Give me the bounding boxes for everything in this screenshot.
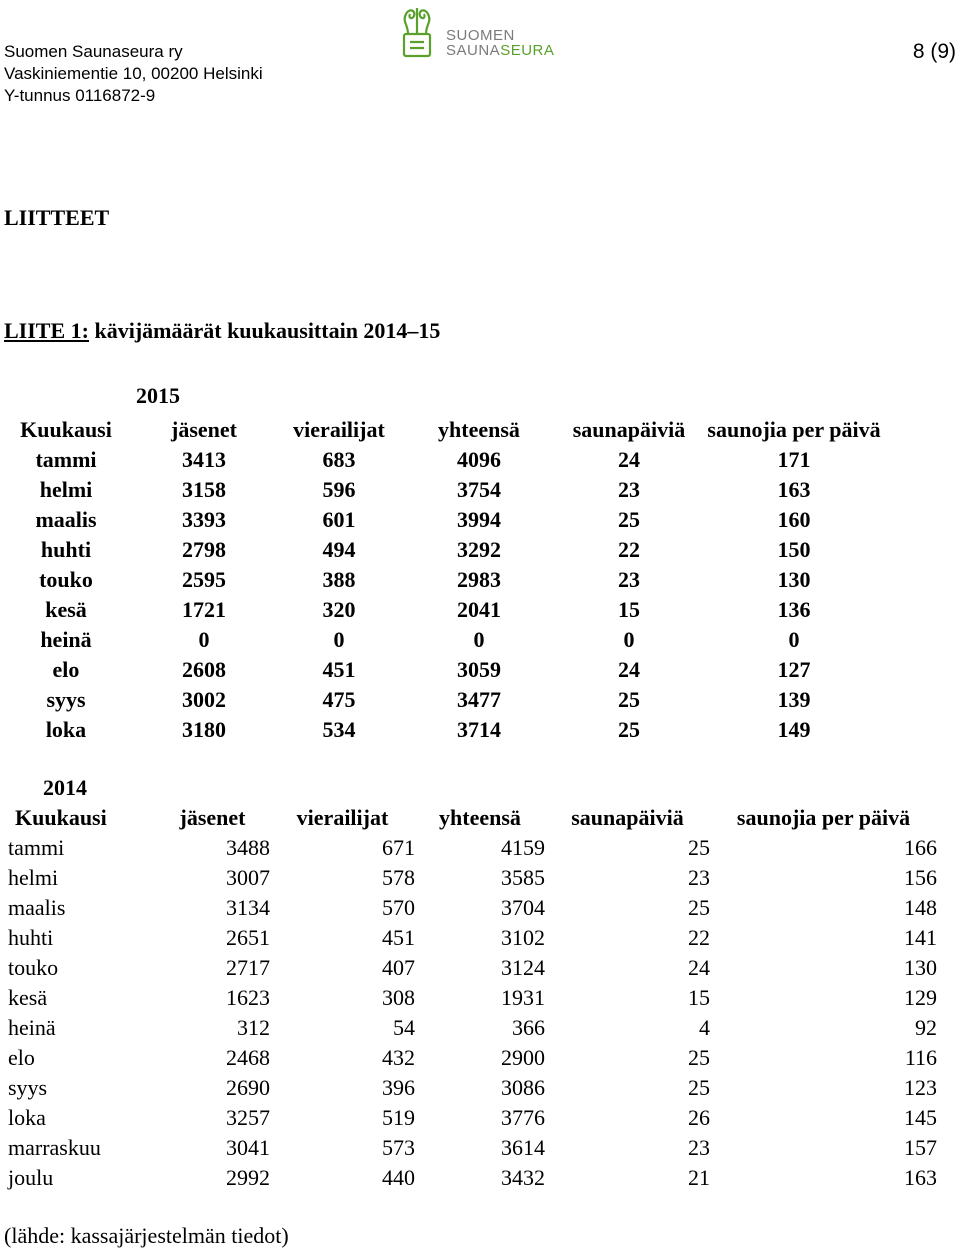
cell-month: helmi bbox=[8, 865, 59, 890]
col-kuukausi: Kuukausi bbox=[20, 417, 112, 442]
cell-month: maalis bbox=[35, 507, 97, 532]
year-2014-heading: 2014 bbox=[43, 775, 87, 800]
cell-total: 3994 bbox=[457, 507, 501, 532]
cell-month: elo bbox=[8, 1045, 35, 1070]
cell-total: 3585 bbox=[501, 865, 545, 890]
cell-month: marraskuu bbox=[8, 1135, 101, 1160]
table-row bbox=[8, 923, 937, 953]
cell-total: 3704 bbox=[501, 895, 545, 920]
cell-total: 2900 bbox=[501, 1045, 545, 1070]
cell-visitors: 54 bbox=[393, 1015, 415, 1040]
cell-members: 312 bbox=[237, 1015, 270, 1040]
cell-month: helmi bbox=[39, 477, 93, 502]
col-saunapaivia: saunapäiviä bbox=[572, 417, 686, 442]
cell-total: 3776 bbox=[501, 1105, 545, 1130]
cell-visitors: 601 bbox=[322, 507, 356, 532]
cell-per-day: 129 bbox=[904, 985, 937, 1010]
cell-members: 3393 bbox=[182, 507, 226, 532]
col-jasenet: jäsenet bbox=[179, 805, 246, 830]
visitors-table-2015 bbox=[8, 415, 894, 745]
cell-per-day: 163 bbox=[904, 1165, 937, 1190]
cell-per-day: 123 bbox=[904, 1075, 937, 1100]
cell-sauna-days: 21 bbox=[688, 1165, 710, 1190]
cell-visitors: 396 bbox=[382, 1075, 415, 1100]
cell-total: 3714 bbox=[457, 717, 501, 742]
cell-members: 3413 bbox=[182, 447, 226, 472]
table-row bbox=[8, 893, 937, 923]
cell-members: 2468 bbox=[226, 1045, 270, 1070]
cell-sauna-days: 22 bbox=[688, 925, 710, 950]
cell-month: heinä bbox=[40, 627, 92, 652]
cell-total: 2041 bbox=[457, 597, 501, 622]
cell-per-day: 139 bbox=[777, 687, 811, 712]
cell-sauna-days: 25 bbox=[618, 507, 640, 532]
cell-month: touko bbox=[8, 955, 59, 980]
cell-month: maalis bbox=[8, 895, 66, 920]
col-vierailijat: vierailijat bbox=[296, 805, 389, 830]
cell-month: joulu bbox=[8, 1165, 54, 1190]
cell-per-day: 130 bbox=[904, 955, 937, 980]
appendix-label: LIITE 1: bbox=[4, 318, 89, 343]
table-row bbox=[8, 863, 937, 893]
cell-month: kesä bbox=[45, 597, 87, 622]
cell-sauna-days: 26 bbox=[688, 1105, 710, 1130]
cell-total: 3614 bbox=[501, 1135, 545, 1160]
cell-sauna-days: 24 bbox=[618, 657, 640, 682]
cell-visitors: 388 bbox=[322, 567, 356, 592]
col-kuukausi: Kuukausi bbox=[15, 805, 107, 830]
cell-visitors: 671 bbox=[382, 835, 415, 860]
table-row bbox=[8, 685, 894, 715]
cell-sauna-days: 25 bbox=[688, 1045, 710, 1070]
business-id: Y-tunnus 0116872-9 bbox=[4, 86, 156, 105]
header-row bbox=[8, 415, 894, 445]
cell-sauna-days: 0 bbox=[623, 627, 635, 652]
col-saunapaivia: saunapäiviä bbox=[571, 805, 684, 830]
table-row bbox=[8, 565, 894, 595]
table-row bbox=[8, 1013, 937, 1043]
organization-address: Vaskiniementie 10, 00200 Helsinki bbox=[4, 64, 263, 83]
cell-month: huhti bbox=[40, 537, 92, 562]
cell-per-day: 171 bbox=[777, 447, 811, 472]
table-row bbox=[8, 1163, 937, 1193]
cell-members: 3180 bbox=[182, 717, 226, 742]
cell-month: tammi bbox=[35, 447, 97, 472]
logo-text-sauna: SAUNA bbox=[446, 42, 501, 59]
cell-members: 2717 bbox=[226, 955, 270, 980]
cell-per-day: 136 bbox=[777, 597, 811, 622]
cell-per-day: 141 bbox=[904, 925, 937, 950]
table-row bbox=[8, 833, 937, 863]
table-row bbox=[8, 953, 937, 983]
cell-sauna-days: 25 bbox=[688, 895, 710, 920]
cell-members: 1721 bbox=[182, 597, 226, 622]
cell-total: 3102 bbox=[501, 925, 545, 950]
cell-visitors: 308 bbox=[382, 985, 415, 1010]
cell-members: 3488 bbox=[226, 835, 270, 860]
cell-sauna-days: 25 bbox=[688, 1075, 710, 1100]
cell-month: touko bbox=[39, 567, 93, 592]
table-row bbox=[8, 595, 894, 625]
cell-visitors: 320 bbox=[322, 597, 356, 622]
cell-members: 2690 bbox=[226, 1075, 270, 1100]
cell-per-day: 0 bbox=[788, 627, 800, 652]
logo-text-suomen: SUOMEN bbox=[446, 27, 515, 44]
cell-members: 2992 bbox=[226, 1165, 270, 1190]
appendix-heading: kävijämäärät kuukausittain 2014–15 bbox=[88, 318, 441, 343]
table-row bbox=[8, 505, 894, 535]
cell-visitors: 475 bbox=[322, 687, 356, 712]
cell-sauna-days: 15 bbox=[688, 985, 710, 1010]
cell-members: 2595 bbox=[182, 567, 226, 592]
cell-month: heinä bbox=[8, 1015, 56, 1040]
cell-total: 4159 bbox=[501, 835, 545, 860]
table-body bbox=[8, 445, 894, 745]
cell-members: 3007 bbox=[226, 865, 270, 890]
cell-sauna-days: 4 bbox=[699, 1015, 710, 1040]
cell-total: 3059 bbox=[457, 657, 501, 682]
table-row bbox=[8, 475, 894, 505]
cell-sauna-days: 25 bbox=[618, 687, 640, 712]
cell-total: 3292 bbox=[457, 537, 501, 562]
cell-members: 3257 bbox=[226, 1105, 270, 1130]
cell-per-day: 127 bbox=[777, 657, 811, 682]
visitors-table-2014 bbox=[8, 803, 937, 1193]
cell-per-day: 163 bbox=[777, 477, 811, 502]
cell-per-day: 166 bbox=[904, 835, 937, 860]
cell-month: huhti bbox=[8, 925, 54, 950]
cell-month: loka bbox=[45, 717, 87, 742]
cell-members: 1623 bbox=[226, 985, 270, 1010]
cell-total: 3086 bbox=[501, 1075, 545, 1100]
cell-total: 3124 bbox=[501, 955, 545, 980]
table-header bbox=[8, 415, 894, 445]
cell-visitors: 573 bbox=[382, 1135, 415, 1160]
cell-sauna-days: 23 bbox=[618, 567, 640, 592]
cell-total: 1931 bbox=[501, 985, 545, 1010]
cell-visitors: 0 bbox=[333, 627, 345, 652]
table-row bbox=[8, 625, 894, 655]
cell-sauna-days: 24 bbox=[618, 447, 640, 472]
cell-members: 2608 bbox=[182, 657, 226, 682]
cell-month: syys bbox=[46, 687, 86, 712]
cell-sauna-days: 23 bbox=[688, 1135, 710, 1160]
table-body bbox=[8, 833, 937, 1193]
table-row bbox=[8, 1073, 937, 1103]
cell-members: 3158 bbox=[182, 477, 226, 502]
table-row bbox=[8, 655, 894, 685]
section-title: LIITTEET bbox=[4, 205, 110, 230]
cell-per-day: 92 bbox=[915, 1015, 937, 1040]
cell-members: 3041 bbox=[226, 1135, 270, 1160]
col-yhteensa: yhteensä bbox=[439, 805, 521, 830]
cell-per-day: 157 bbox=[904, 1135, 937, 1160]
cell-members: 2798 bbox=[182, 537, 226, 562]
cell-sauna-days: 22 bbox=[618, 537, 640, 562]
cell-month: kesä bbox=[8, 985, 48, 1010]
cell-visitors: 440 bbox=[382, 1165, 415, 1190]
header-row bbox=[8, 803, 937, 833]
cell-total: 3477 bbox=[457, 687, 501, 712]
appendix-title bbox=[4, 317, 440, 345]
cell-per-day: 150 bbox=[777, 537, 811, 562]
cell-total: 366 bbox=[512, 1015, 545, 1040]
cell-per-day: 145 bbox=[904, 1105, 937, 1130]
cell-month: tammi bbox=[8, 835, 65, 860]
cell-total: 3432 bbox=[501, 1165, 545, 1190]
col-saunojia-per-paiva: saunojia per päivä bbox=[707, 417, 881, 442]
cell-total: 2983 bbox=[457, 567, 501, 592]
cell-visitors: 519 bbox=[382, 1105, 415, 1130]
cell-total: 3754 bbox=[457, 477, 501, 502]
table-header bbox=[8, 803, 937, 833]
cell-members: 0 bbox=[198, 627, 210, 652]
cell-visitors: 494 bbox=[322, 537, 356, 562]
cell-per-day: 148 bbox=[904, 895, 937, 920]
cell-visitors: 683 bbox=[322, 447, 356, 472]
cell-sauna-days: 24 bbox=[688, 955, 710, 980]
cell-total: 4096 bbox=[457, 447, 501, 472]
cell-month: elo bbox=[52, 657, 80, 682]
cell-visitors: 570 bbox=[382, 895, 415, 920]
table-row bbox=[8, 1133, 937, 1163]
cell-per-day: 130 bbox=[777, 567, 811, 592]
table-row bbox=[8, 1043, 937, 1073]
cell-visitors: 451 bbox=[322, 657, 356, 682]
col-yhteensa: yhteensä bbox=[438, 417, 520, 442]
table-row bbox=[8, 445, 894, 475]
logo-text-saunaseura bbox=[446, 43, 554, 59]
cell-per-day: 149 bbox=[777, 717, 811, 742]
page-number: 8 (9) bbox=[912, 40, 956, 63]
cell-visitors: 451 bbox=[382, 925, 415, 950]
cell-visitors: 534 bbox=[322, 717, 356, 742]
table-row bbox=[8, 1103, 937, 1133]
table-row bbox=[8, 535, 894, 565]
cell-visitors: 596 bbox=[322, 477, 356, 502]
cell-per-day: 116 bbox=[904, 1045, 937, 1070]
cell-members: 2651 bbox=[226, 925, 270, 950]
col-saunojia-per-paiva: saunojia per päivä bbox=[736, 805, 911, 830]
cell-sauna-days: 23 bbox=[688, 865, 710, 890]
cell-month: loka bbox=[8, 1105, 46, 1130]
table-row bbox=[8, 715, 894, 745]
cell-per-day: 160 bbox=[777, 507, 811, 532]
col-jasenet: jäsenet bbox=[171, 417, 237, 442]
logo-text-seura: SEURA bbox=[500, 42, 555, 59]
cell-total: 0 bbox=[473, 627, 485, 652]
cell-visitors: 578 bbox=[382, 865, 415, 890]
cell-per-day: 156 bbox=[904, 865, 937, 890]
col-vierailijat: vierailijat bbox=[293, 417, 385, 442]
cell-month: syys bbox=[8, 1075, 48, 1100]
cell-members: 3134 bbox=[226, 895, 270, 920]
source-note: (lähde: kassajärjestelmän tiedot) bbox=[4, 1223, 289, 1248]
cell-members: 3002 bbox=[182, 687, 226, 712]
year-2015-heading: 2015 bbox=[136, 383, 180, 408]
cell-sauna-days: 23 bbox=[618, 477, 640, 502]
table-row bbox=[8, 983, 937, 1013]
cell-sauna-days: 25 bbox=[688, 835, 710, 860]
cell-sauna-days: 15 bbox=[618, 597, 640, 622]
organization-name: Suomen Saunaseura ry bbox=[4, 42, 183, 61]
cell-visitors: 407 bbox=[382, 955, 415, 980]
cell-sauna-days: 25 bbox=[618, 717, 640, 742]
cell-visitors: 432 bbox=[382, 1045, 415, 1070]
